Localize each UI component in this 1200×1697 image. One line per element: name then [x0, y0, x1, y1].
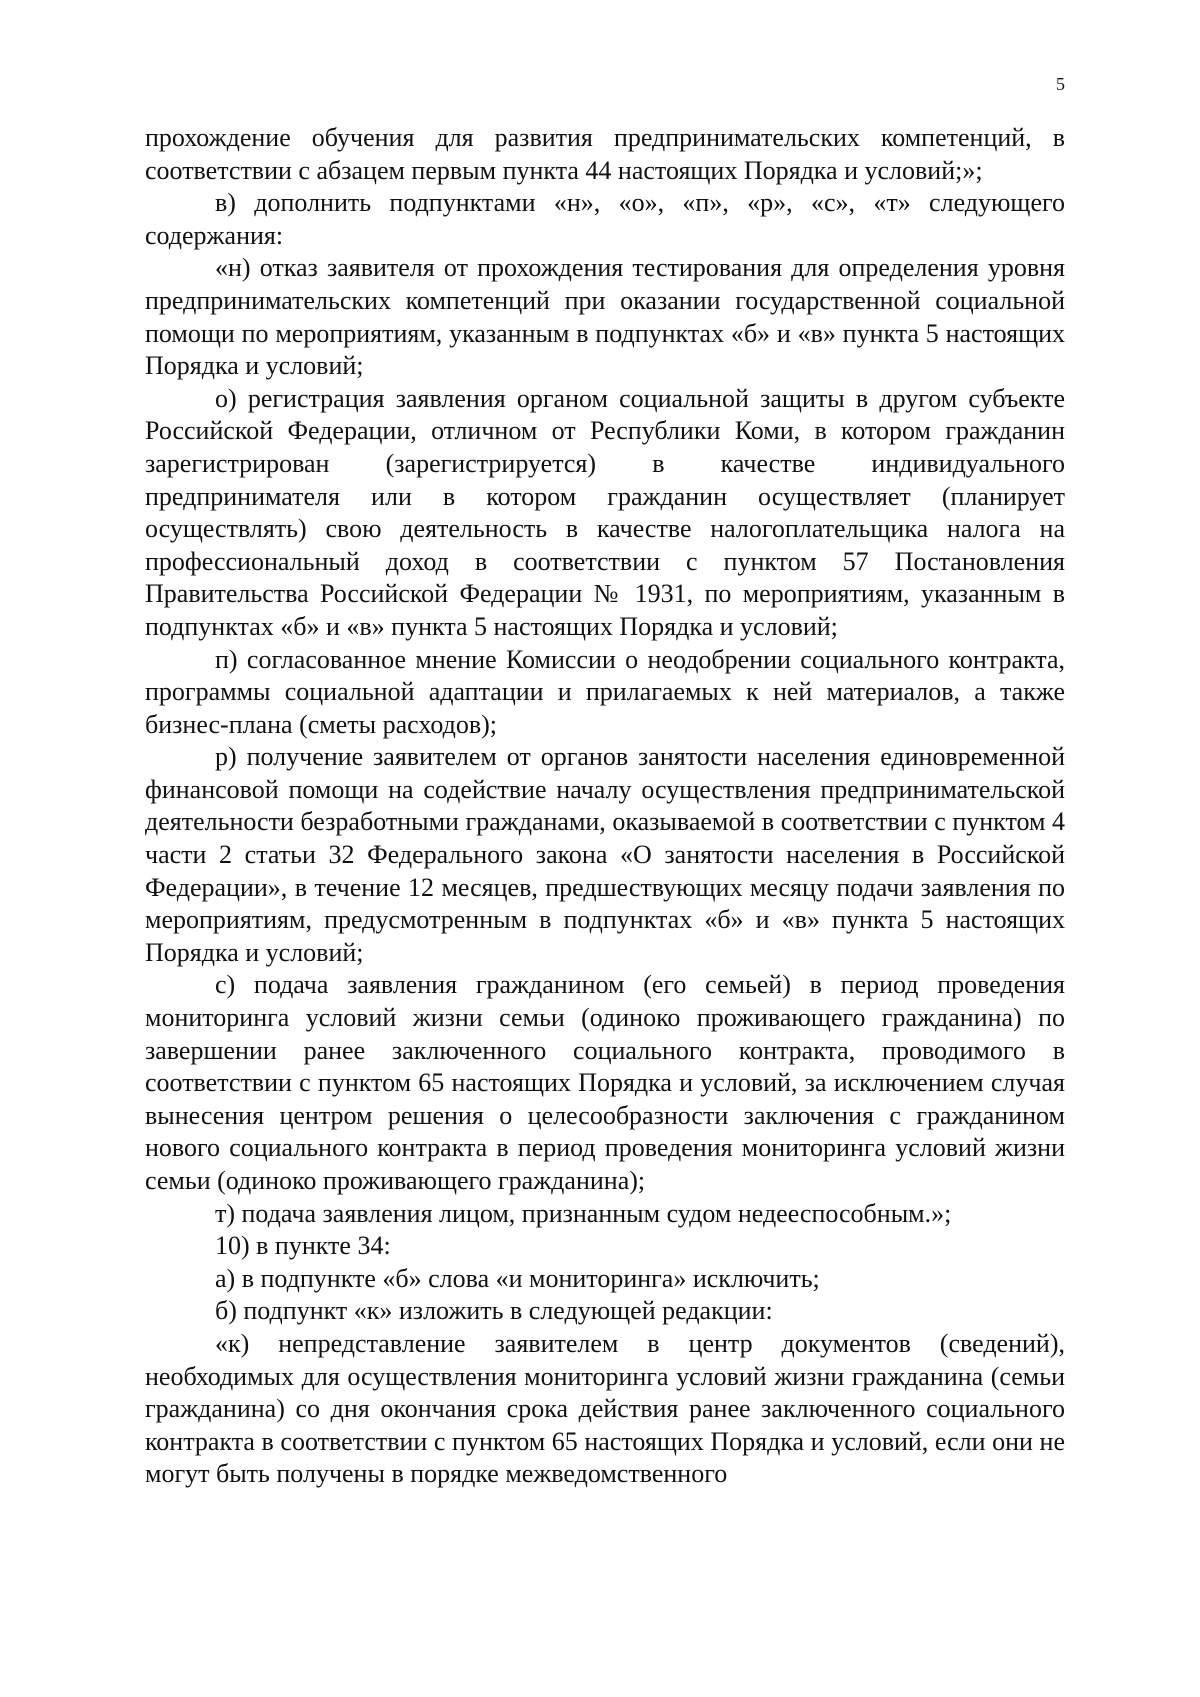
paragraph-subitem-r: р) получение заявителем от органов занятости населения единовременной финансовой помощи на содействие началу осуществления предпринимательской деятельности безработными гражданами, оказываемой в соответствии с пунктом 4 части 2 статьи 32 Федерального закона «О занятости населения в Российской Федерации», в течение 12 месяцев, предшествующих месяцу подачи заявления по мероприятиям, предусмотренным в подпунктах «б» и «в» пункта 5 настоящих Порядка и условий;	[145, 742, 1065, 967]
page-number: 5	[1056, 74, 1065, 94]
paragraph-continuation: прохождение обучения для развития предпринимательских компетенций, в соответствии с абзацем первым пункта 44 настоящих Порядка и условий;»;	[145, 123, 1065, 185]
document-body	[145, 122, 1065, 1491]
paragraph-point-10: 10) в пункте 34:	[215, 1231, 391, 1261]
paragraph-subitem-p: п) согласованное мнение Комиссии о неодобрении социального контракта, программы социальной адаптации и прилагаемых к ней материалов, а также бизнес-плана (сметы расходов);	[145, 644, 1065, 739]
paragraph-item-v: в) дополнить подпунктами «н», «о», «п», «р», «с», «т» следующего содержания:	[145, 188, 1065, 250]
paragraph-subitem-k: «к) непредставление заявителем в центр документов (сведений), необходимых для осуществления мониторинга условий жизни гражданина (семьи гражданина) со дня окончания срока действия ранее заключенного социального контракта в соответствии с пунктом 65 настоящих Порядка и условий, если они не могут быть получены в порядке межведомственного	[145, 1328, 1065, 1489]
paragraph-subitem-o: о) регистрация заявления органом социальной защиты в другом субъекте Российской Федерации, отличном от Республики Коми, в котором гражданин зарегистрирован (зарегистрируется) в качестве индивидуального предпринимателя или в котором гражданин осуществляет (планирует осуществлять) свою деятельность в качестве налогоплательщика налога на профессиональный доход в соответствии с пунктом 57 Постановления Правительства Российской Федерации № 1931, по мероприятиям, указанным в подпунктах «б» и «в» пункта 5 настоящих Порядка и условий;	[145, 383, 1065, 641]
paragraph-subitem-t: т) подача заявления лицом, признанным судом недееспособным.»;	[215, 1198, 952, 1228]
paragraph-subitem-n: «н) отказ заявителя от прохождения тестирования для определения уровня предпринимательских компетенций при оказании государственной социальной помощи по мероприятиям, указанным в подпунктах «б» и «в» пункта 5 настоящих Порядка и условий;	[145, 253, 1065, 381]
paragraph-subitem-s: с) подача заявления гражданином (его семьей) в период проведения мониторинга условий жизни семьи (одиноко проживающего гражданина) по завершении ранее заключенного социального контракта, проводимого в соответствии с пунктом 65 настоящих Порядка и условий, за исключением случая вынесения центром решения о целесообразности заключения с гражданином нового социального контракта в период проведения мониторинга условий жизни семьи (одиноко проживающего гражданина);	[145, 970, 1065, 1195]
paragraph-point-10-a: а) в подпункте «б» слова «и мониторинга» исключить;	[215, 1263, 820, 1293]
paragraph-point-10-b: б) подпункт «к» изложить в следующей редакции:	[215, 1296, 773, 1326]
